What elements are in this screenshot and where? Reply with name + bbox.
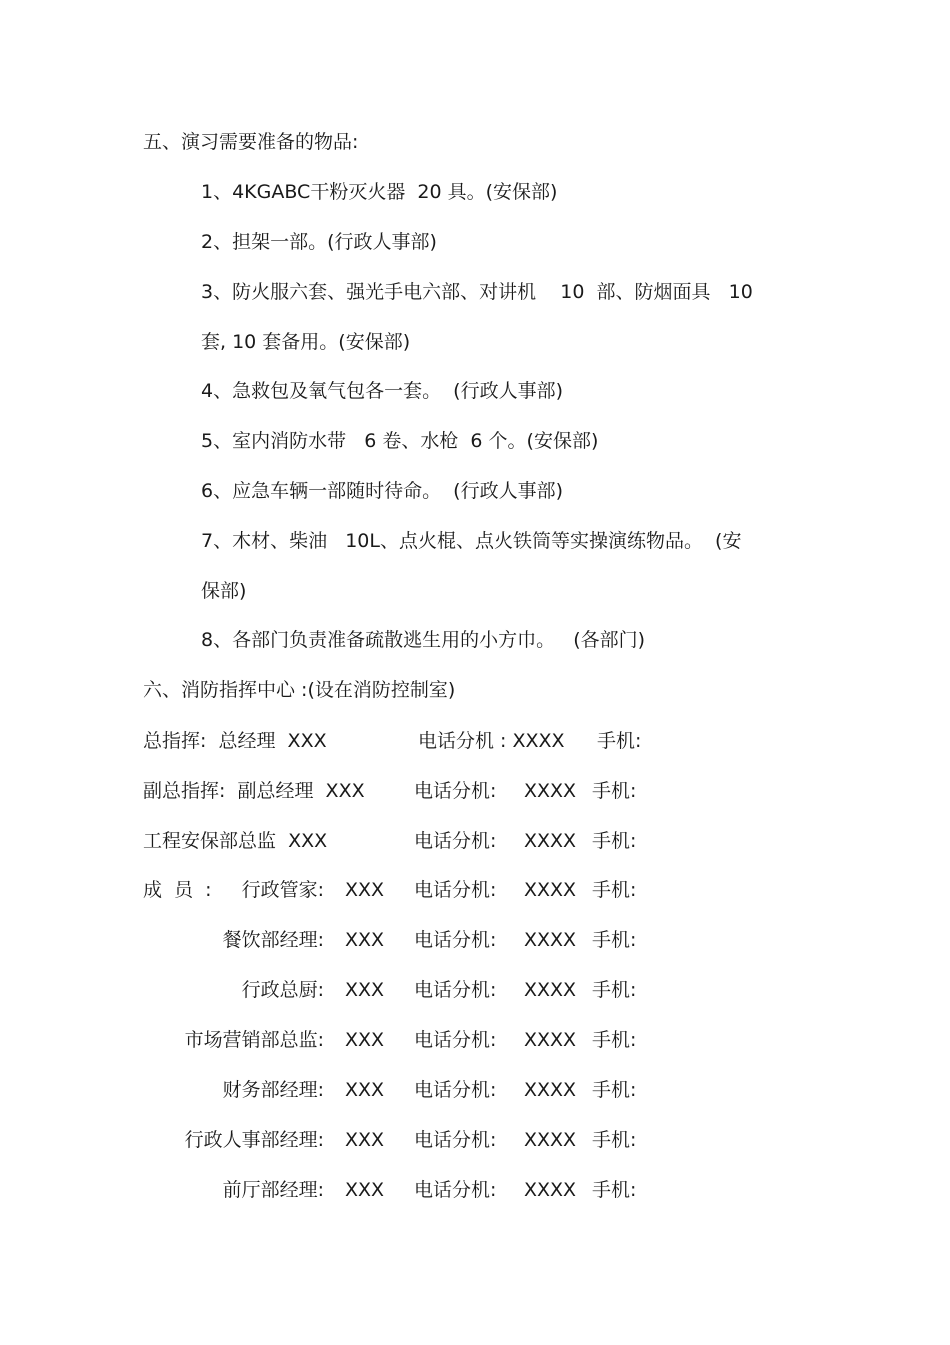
member-ext-value: XXXX xyxy=(524,879,577,901)
member-ext-value: XXXX xyxy=(524,1029,577,1051)
member-ext-value: XXXX xyxy=(524,1179,577,1201)
member-role: 行政管家: xyxy=(241,879,324,901)
list-item-continuation: 保部) xyxy=(201,580,247,602)
member-name: XXX xyxy=(345,929,385,951)
list-item: 4、急救包及氧气包各一套。 (行政人事部) xyxy=(201,380,563,402)
deputy-commander-ext: 电话分机: xyxy=(414,780,497,802)
member-mobile: 手机: xyxy=(592,879,637,901)
member-role: 财务部经理: xyxy=(222,1079,324,1101)
list-item-continuation: 套, 10 套备用。(安保部) xyxy=(201,331,411,353)
member-ext: 电话分机: xyxy=(414,979,497,1001)
member-role: 行政总厨: xyxy=(241,979,324,1001)
member-role: 市场营销部总监: xyxy=(184,1029,324,1051)
member-ext-value: XXXX xyxy=(524,1129,577,1151)
member-mobile: 手机: xyxy=(592,979,637,1001)
member-name: XXX xyxy=(345,979,385,1001)
commander-ext: 电话分机 : XXXX xyxy=(418,730,565,752)
member-ext: 电话分机: xyxy=(414,1029,497,1051)
deputy-commander-label: 副总指挥: 副总经理 XXX xyxy=(143,780,365,802)
commander-label: 总指挥: 总经理 XXX xyxy=(143,730,327,752)
member-ext: 电话分机: xyxy=(414,1079,497,1101)
security-director-ext: 电话分机: xyxy=(414,830,497,852)
members-prefix: 成 员 : xyxy=(143,879,212,901)
deputy-commander-ext-value: XXXX xyxy=(524,780,577,802)
deputy-commander-mobile: 手机: xyxy=(592,780,637,802)
member-ext: 电话分机: xyxy=(414,879,497,901)
security-director-ext-value: XXXX xyxy=(524,830,577,852)
member-name: XXX xyxy=(345,1179,385,1201)
member-ext-value: XXXX xyxy=(524,1079,577,1101)
member-name: XXX xyxy=(345,1129,385,1151)
list-item: 5、室内消防水带 6 卷、水枪 6 个。(安保部) xyxy=(201,430,599,452)
member-ext-value: XXXX xyxy=(524,979,577,1001)
member-mobile: 手机: xyxy=(592,929,637,951)
member-name: XXX xyxy=(345,1029,385,1051)
security-director-mobile: 手机: xyxy=(592,830,637,852)
member-ext: 电话分机: xyxy=(414,1129,497,1151)
section-5-title: 五、演习需要准备的物品: xyxy=(143,131,359,153)
list-item: 8、各部门负责准备疏散逃生用的小方巾。 (各部门) xyxy=(201,629,646,651)
list-item: 6、应急车辆一部随时待命。 (行政人事部) xyxy=(201,480,563,502)
member-mobile: 手机: xyxy=(592,1029,637,1051)
member-name: XXX xyxy=(345,1079,385,1101)
list-item: 2、担架一部。(行政人事部) xyxy=(201,231,437,253)
member-ext: 电话分机: xyxy=(414,1179,497,1201)
security-director-label: 工程安保部总监 XXX xyxy=(143,830,328,852)
member-mobile: 手机: xyxy=(592,1179,637,1201)
member-role: 餐饮部经理: xyxy=(222,929,324,951)
list-item: 1、4KGABC干粉灭火器 20 具。(安保部) xyxy=(201,181,558,203)
member-role: 行政人事部经理: xyxy=(184,1129,324,1151)
member-name: XXX xyxy=(345,879,385,901)
member-ext-value: XXXX xyxy=(524,929,577,951)
section-6-title: 六、消防指挥中心 :(设在消防控制室) xyxy=(143,679,456,701)
list-item: 3、防火服六套、强光手电六部、对讲机 10 部、防烟面具 10 xyxy=(201,281,753,303)
member-ext: 电话分机: xyxy=(414,929,497,951)
list-item: 7、木材、柴油 10L、点火棍、点火铁筒等实操演练物品。 (安 xyxy=(201,530,742,552)
member-mobile: 手机: xyxy=(592,1079,637,1101)
member-mobile: 手机: xyxy=(592,1129,637,1151)
member-role: 前厅部经理: xyxy=(222,1179,324,1201)
commander-mobile: 手机: xyxy=(597,730,642,752)
